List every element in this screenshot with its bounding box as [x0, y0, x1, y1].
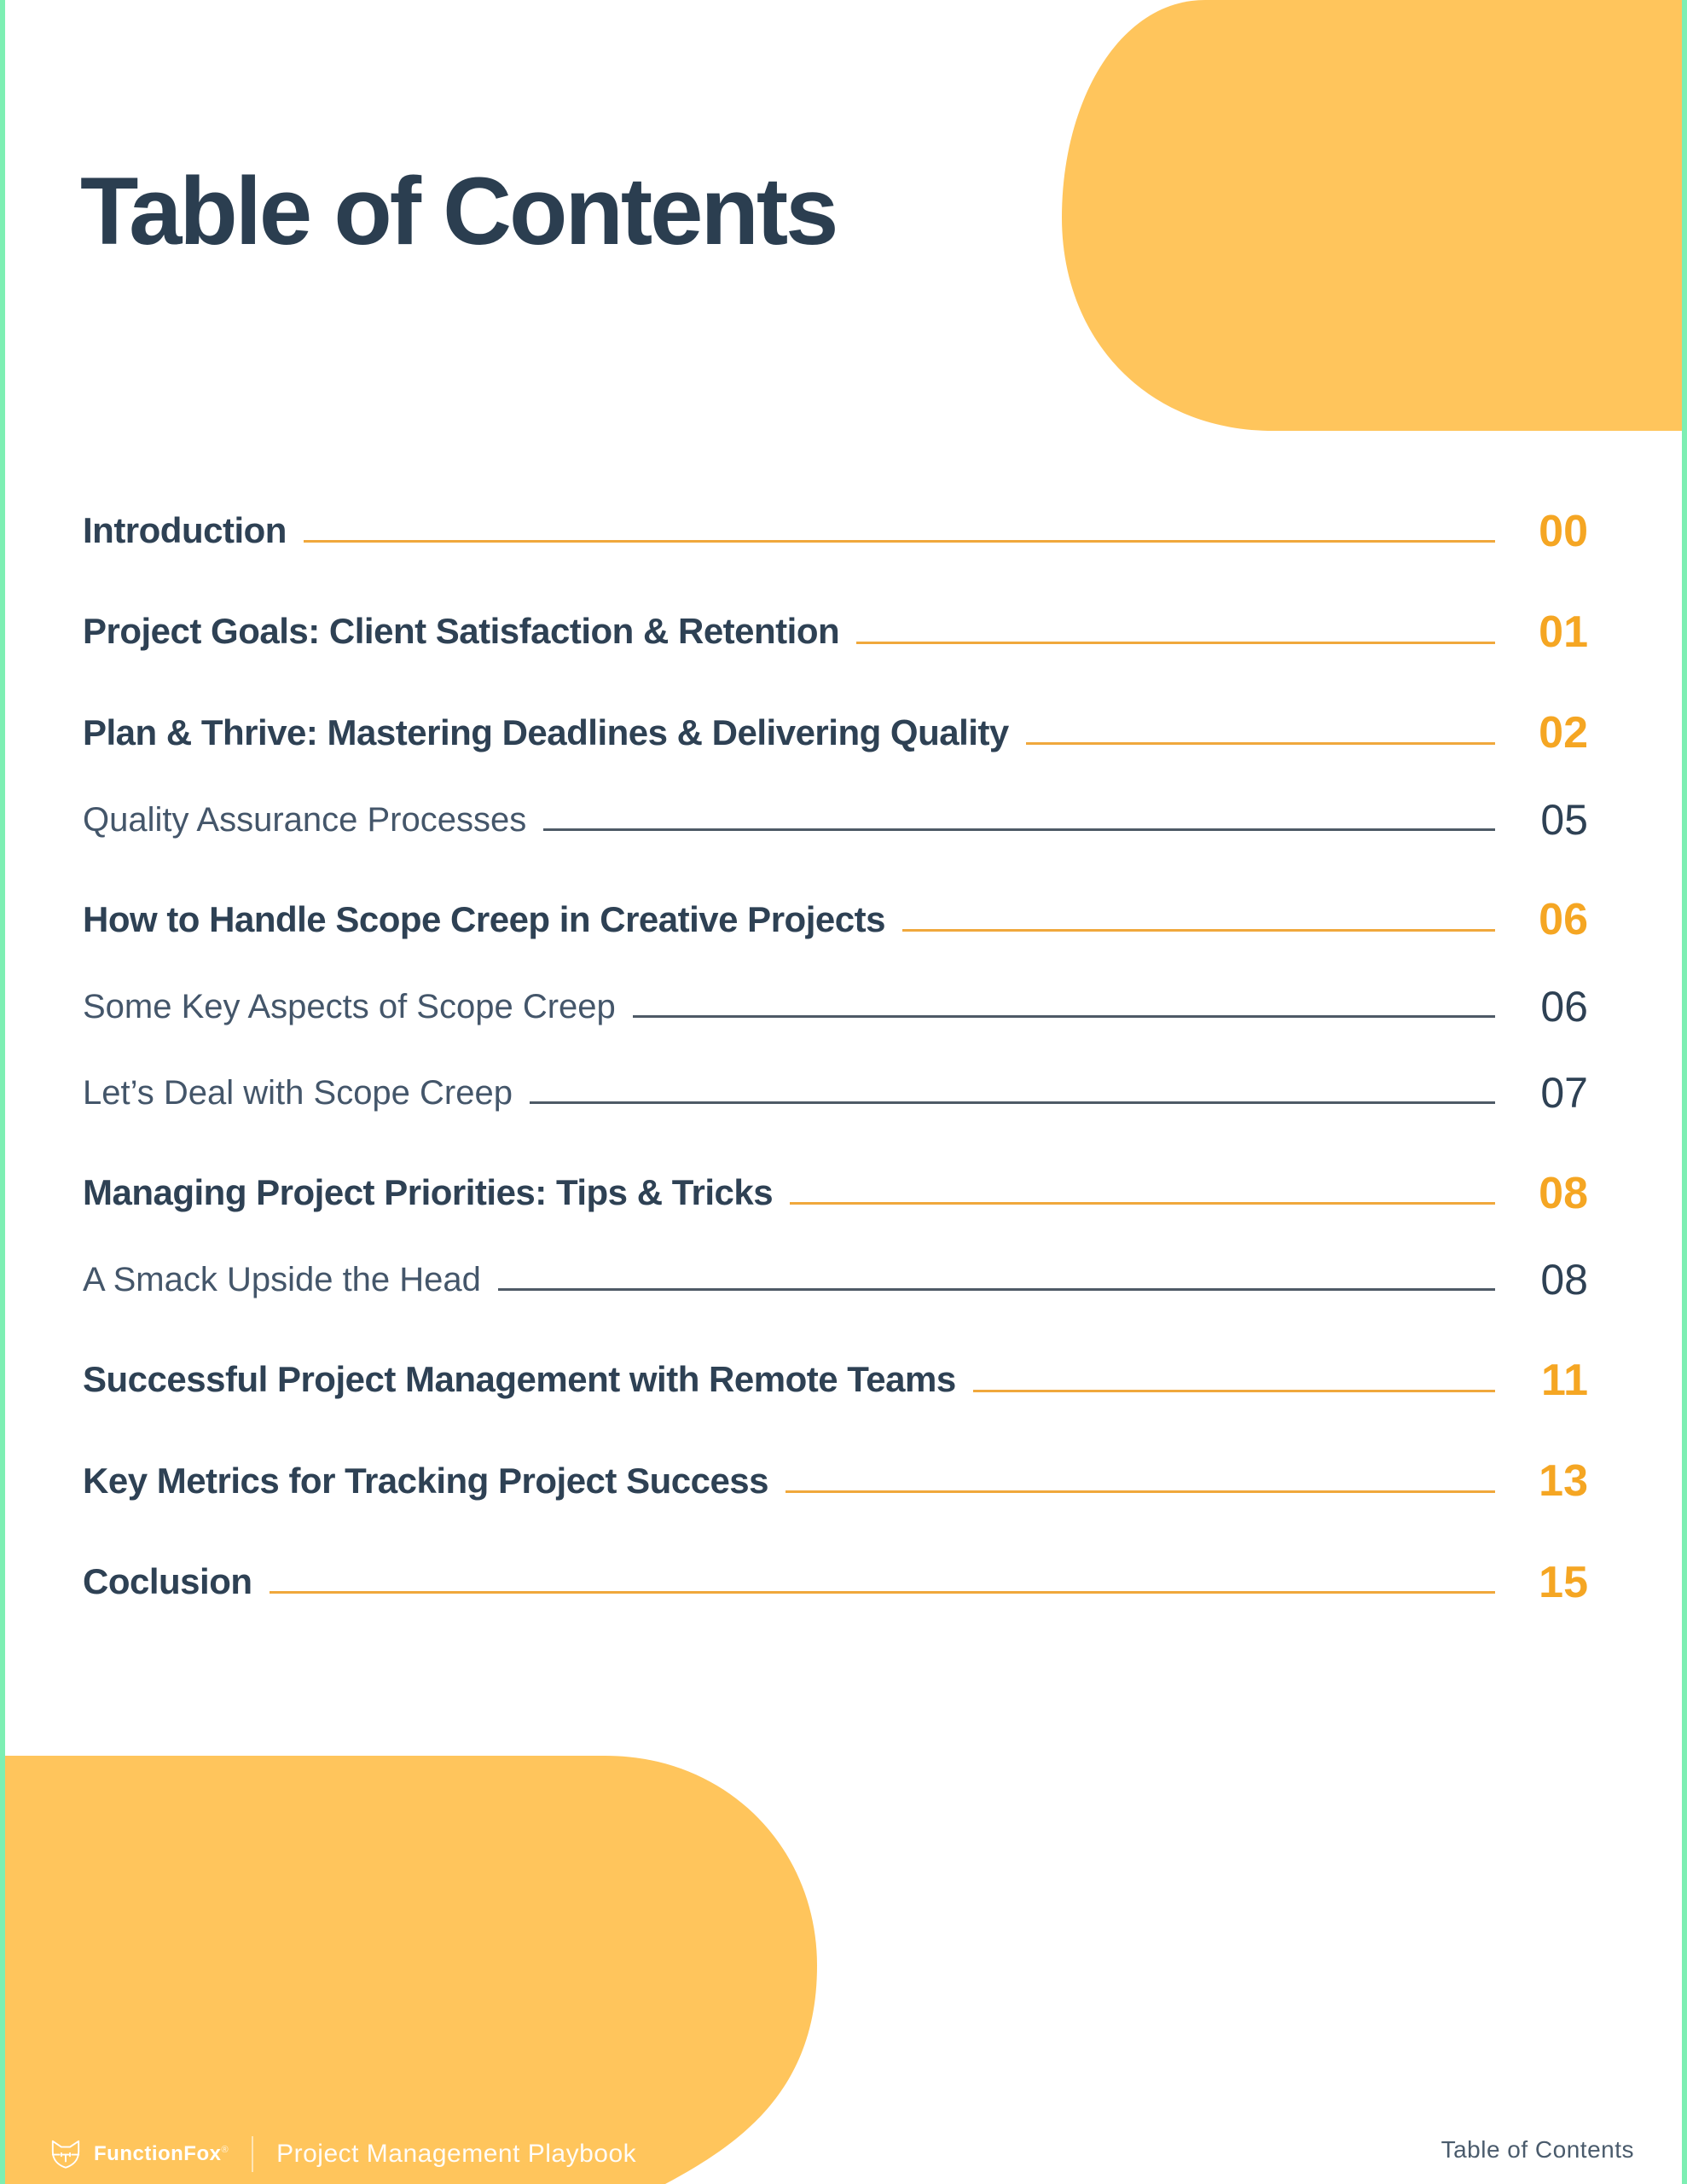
toc-leader-line	[902, 929, 1495, 932]
toc-entry[interactable]	[83, 1168, 1588, 1218]
toc-page-number: 00	[1539, 506, 1588, 556]
toc-entry[interactable]	[83, 1069, 1588, 1118]
footer-divider	[252, 2136, 253, 2172]
functionfox-logo-icon	[49, 2139, 82, 2169]
toc-leader-line	[270, 1591, 1495, 1594]
toc-entry[interactable]	[83, 1355, 1588, 1405]
toc-entry-title: How to Handle Scope Creep in Creative Projects	[83, 898, 885, 939]
toc-entry-title: Key Metrics for Tracking Project Success	[83, 1460, 769, 1501]
bottom-left-blob-shape	[0, 1756, 817, 2184]
toc-leader-line	[786, 1490, 1495, 1493]
toc-page-number: 08	[1540, 1256, 1588, 1304]
toc-entry-title: A Smack Upside the Head	[83, 1261, 481, 1299]
toc-entry[interactable]	[83, 983, 1588, 1031]
toc-entry[interactable]	[83, 1256, 1588, 1304]
toc-entry-title: Project Goals: Client Satisfaction & Retention	[83, 611, 840, 652]
registered-mark: ®	[221, 2145, 229, 2155]
toc-entry[interactable]	[83, 1557, 1588, 1607]
page-title: Table of Contents	[80, 158, 837, 264]
document-title: Project Management Playbook	[276, 2140, 637, 2168]
toc-page-number: 11	[1541, 1355, 1588, 1405]
toc-leader-line	[856, 642, 1495, 644]
toc-leader-line	[790, 1202, 1495, 1205]
brand-name: FunctionFox®	[94, 2142, 229, 2165]
toc-page-number: 07	[1540, 1069, 1588, 1118]
toc-page-number: 01	[1539, 607, 1588, 657]
toc-entry-title: Let’s Deal with Scope Creep	[83, 1074, 513, 1112]
toc-page-number: 05	[1540, 795, 1588, 844]
toc-entry-title: Managing Project Priorities: Tips & Tricks	[83, 1172, 774, 1213]
toc-page-number: 15	[1539, 1557, 1588, 1607]
page-edge-left	[0, 0, 5, 2184]
toc-leader-line	[633, 1015, 1495, 1018]
toc-leader-line	[304, 540, 1495, 543]
toc-entry[interactable]	[83, 607, 1588, 657]
page-edge-right	[1682, 0, 1687, 2184]
toc-entry[interactable]	[83, 795, 1588, 844]
toc-leader-line	[498, 1288, 1495, 1291]
toc-entry-title: Introduction	[83, 510, 287, 550]
toc-entry[interactable]	[83, 506, 1588, 556]
toc-entry[interactable]	[83, 708, 1588, 758]
toc-page-number: 08	[1539, 1168, 1588, 1218]
toc-leader-line	[530, 1101, 1495, 1104]
toc-entry[interactable]	[83, 1456, 1588, 1507]
toc-leader-line	[543, 828, 1495, 831]
toc-leader-line	[1026, 742, 1495, 745]
footer-page-label: Table of Contents	[1441, 2136, 1634, 2163]
toc-entry[interactable]	[83, 895, 1588, 945]
toc-entry-title: Coclusion	[83, 1561, 252, 1602]
toc-entry-title: Quality Assurance Processes	[83, 800, 527, 839]
toc-page-number: 06	[1539, 895, 1588, 945]
table-of-contents	[83, 506, 1588, 1607]
footer-brand-bar	[49, 2136, 636, 2172]
top-right-blob-shape	[1062, 0, 1687, 431]
toc-page-number: 06	[1540, 983, 1588, 1031]
toc-page-number: 02	[1539, 708, 1588, 758]
toc-leader-line	[973, 1390, 1495, 1392]
toc-page-number: 13	[1539, 1456, 1588, 1507]
toc-entry-title: Plan & Thrive: Mastering Deadlines & Delivering Quality	[83, 712, 1009, 752]
toc-entry-title: Some Key Aspects of Scope Creep	[83, 988, 616, 1026]
toc-entry-title: Successful Project Management with Remote Teams	[83, 1359, 956, 1400]
